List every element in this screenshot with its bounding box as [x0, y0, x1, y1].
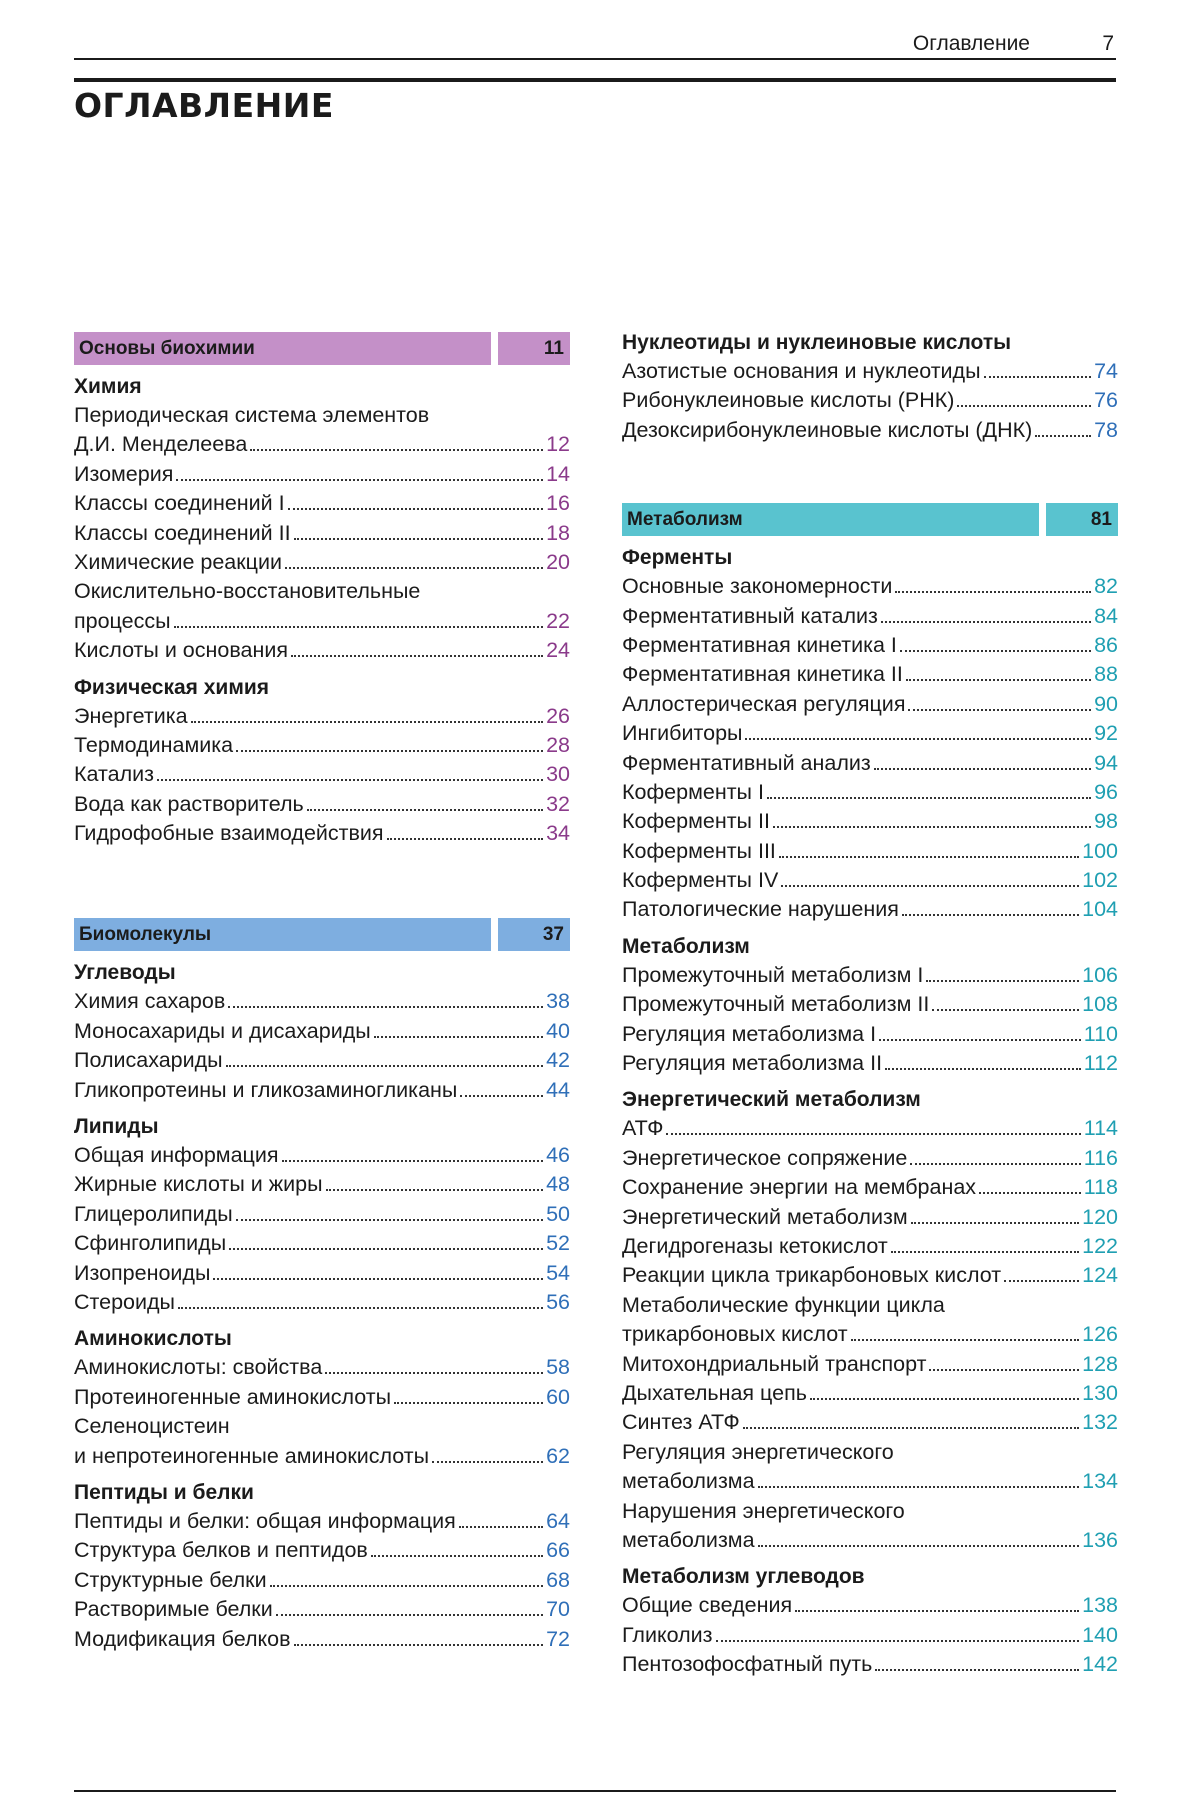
- toc-entry-title: Классы соединений II: [74, 520, 291, 545]
- toc-entry[interactable]: [74, 1566, 570, 1595]
- toc-entry[interactable]: [74, 1536, 570, 1565]
- toc-entry-page: 84: [1094, 603, 1118, 628]
- toc-entry-page: 46: [546, 1143, 570, 1168]
- toc-entry[interactable]: [74, 1229, 570, 1258]
- toc-entry-title: Протеиногенные аминокислоты: [74, 1384, 392, 1409]
- toc-entry-page: 30: [546, 762, 570, 787]
- dot-leader: [891, 1251, 1079, 1253]
- toc-entry-page: 32: [546, 791, 570, 816]
- toc-entry-title: Коферменты IV: [622, 868, 779, 893]
- toc-entry[interactable]: [622, 690, 1118, 719]
- toc-entry[interactable]: [74, 760, 570, 789]
- toc-entry-title-line: Регуляция энергетического: [622, 1439, 894, 1464]
- dot-leader: [795, 1610, 1079, 1612]
- running-head-page-number: 7: [1102, 32, 1114, 55]
- toc-entry-page: 142: [1082, 1652, 1118, 1677]
- toc-entry[interactable]: [622, 1291, 1118, 1350]
- dot-leader: [1035, 435, 1091, 437]
- dot-leader: [895, 591, 1091, 593]
- dot-leader: [874, 768, 1091, 770]
- dot-leader: [228, 1006, 543, 1008]
- toc-entry[interactable]: [622, 1650, 1118, 1679]
- dot-leader: [294, 538, 543, 540]
- dot-leader: [229, 1248, 543, 1250]
- toc-entry-title: метаболизма: [622, 1469, 755, 1494]
- toc-entry-page: 38: [546, 989, 570, 1014]
- running-head: [74, 30, 1116, 60]
- toc-entry[interactable]: [622, 1049, 1118, 1078]
- toc-entry-page: 34: [546, 821, 570, 846]
- toc-entry[interactable]: [74, 577, 570, 636]
- dot-leader: [325, 1372, 543, 1374]
- toc-entry[interactable]: [622, 1379, 1118, 1408]
- toc-entry[interactable]: [622, 631, 1118, 660]
- toc-entry-page: 66: [546, 1538, 570, 1563]
- toc-entry-title: Энергетический метаболизм: [622, 1204, 908, 1229]
- toc-entry-page: 54: [546, 1260, 570, 1285]
- dot-leader: [906, 679, 1091, 681]
- dot-leader: [176, 479, 543, 481]
- toc-entry-title: Гидрофобные взаимодействия: [74, 821, 384, 846]
- toc-entry[interactable]: [622, 416, 1118, 445]
- toc-entry-page: 12: [546, 432, 570, 457]
- toc-entry-page: 16: [546, 491, 570, 516]
- dot-leader: [851, 1339, 1080, 1341]
- dot-leader: [270, 1585, 544, 1587]
- dot-leader: [758, 1545, 1080, 1547]
- toc-entry-page: 28: [546, 732, 570, 757]
- toc-entry-title-line: Нарушения энергетического: [622, 1498, 905, 1523]
- toc-entry-title: Энергетика: [74, 703, 188, 728]
- toc-entry[interactable]: [622, 778, 1118, 807]
- toc-entry-title-line: Селеноцистеин: [74, 1414, 230, 1439]
- toc-entry-title: Ингибиторы: [622, 721, 743, 746]
- page-title: ОГЛАВЛЕНИЕ: [74, 78, 1116, 125]
- toc-entry-page: 56: [546, 1289, 570, 1314]
- dot-leader: [984, 376, 1092, 378]
- dot-leader: [881, 621, 1091, 623]
- toc-entry[interactable]: [622, 1621, 1118, 1650]
- toc-entry-title: Химические реакции: [74, 549, 283, 574]
- toc-entry-page: 126: [1082, 1322, 1118, 1347]
- section-title: Метаболизм: [622, 503, 1039, 536]
- toc-entry-title: Азотистые основания и нуклеотиды: [622, 359, 981, 383]
- toc-entry-title: Изомерия: [74, 461, 174, 486]
- section-page-number: 81: [1046, 503, 1118, 536]
- toc-entry[interactable]: [622, 1497, 1118, 1556]
- section-gap: [622, 445, 1118, 503]
- toc-entry-page: 138: [1082, 1593, 1118, 1618]
- dot-leader: [371, 1555, 543, 1557]
- toc-entry[interactable]: [622, 1232, 1118, 1261]
- toc-entry[interactable]: [74, 1046, 570, 1075]
- toc-entry-page: 122: [1082, 1233, 1118, 1258]
- toc-entry[interactable]: [74, 731, 570, 760]
- toc-entry-page: 94: [1094, 750, 1118, 775]
- dot-leader: [374, 1036, 543, 1038]
- dot-leader: [282, 1160, 544, 1162]
- toc-entry[interactable]: [622, 895, 1118, 924]
- dot-leader: [900, 650, 1091, 652]
- toc-entry[interactable]: [74, 1595, 570, 1624]
- toc-entry-title: Регуляция метаболизма II: [622, 1051, 883, 1076]
- dot-leader: [326, 1189, 544, 1191]
- dot-leader: [174, 626, 544, 628]
- section-page-number: 11: [498, 332, 570, 365]
- dot-leader: [236, 750, 543, 752]
- toc-entry-page: 124: [1082, 1263, 1118, 1288]
- toc-entry-page: 88: [1094, 662, 1118, 687]
- toc-entry[interactable]: [74, 636, 570, 665]
- toc-entry-page: 128: [1082, 1351, 1118, 1376]
- toc-entry-title: трикарбоновых кислот: [622, 1322, 848, 1347]
- toc-entry-page: 22: [546, 608, 570, 633]
- toc-entry[interactable]: [74, 819, 570, 848]
- dot-leader: [879, 1039, 1081, 1041]
- toc-entry-page: 132: [1082, 1410, 1118, 1435]
- toc-entry-page: 116: [1083, 1145, 1118, 1170]
- toc-entry-title: Синтез АТФ: [622, 1410, 740, 1435]
- toc-entry-page: 76: [1094, 388, 1118, 413]
- dot-leader: [1004, 1280, 1079, 1282]
- dot-leader: [932, 1009, 1079, 1011]
- toc-entry-page: 140: [1082, 1622, 1118, 1647]
- subsection-heading: Пептиды и белки: [74, 1480, 254, 1504]
- subsection-heading: Метаболизм углеводов: [622, 1565, 865, 1589]
- dot-leader: [288, 508, 543, 510]
- toc-entry-title: Энергетическое сопряжение: [622, 1145, 908, 1170]
- dot-leader: [276, 1614, 543, 1616]
- running-head-title: Оглавление: [912, 32, 1030, 55]
- toc-entry[interactable]: [74, 1383, 570, 1412]
- dot-leader: [745, 738, 1091, 740]
- toc-entry-last-line: [74, 430, 570, 459]
- toc-entry-title: Стероиды: [74, 1289, 176, 1314]
- toc-entry[interactable]: [622, 1020, 1118, 1049]
- subsection-heading: Нуклеотиды и нуклеиновые кислоты: [622, 331, 1012, 354]
- toc-entry-page: 14: [546, 461, 570, 486]
- toc-entry-page: 92: [1094, 721, 1118, 746]
- toc-entry-title: Ферментативная кинетика II: [622, 662, 903, 687]
- toc-entry-title: Промежуточный метаболизм I: [622, 962, 924, 987]
- toc-entry-title: Катализ: [74, 762, 154, 787]
- toc-entry[interactable]: [74, 1200, 570, 1229]
- toc-entry-page: 74: [1094, 359, 1118, 383]
- toc-entry[interactable]: [622, 1173, 1118, 1202]
- subsection-heading: Ферменты: [622, 546, 733, 570]
- toc-entry-page: 48: [546, 1172, 570, 1197]
- dot-leader: [460, 1095, 543, 1097]
- dot-leader: [926, 980, 1079, 982]
- toc-entry-title: Дыхательная цепь: [622, 1380, 807, 1405]
- toc-entry-title: АТФ: [622, 1116, 664, 1141]
- toc-entry[interactable]: [622, 719, 1118, 748]
- toc-entry-title: Аминокислоты: свойства: [74, 1355, 323, 1380]
- toc-entry-title: Ферментативный катализ: [622, 603, 878, 628]
- toc-entry-title: Основные закономерности: [622, 574, 893, 599]
- toc-entry-page: 134: [1082, 1469, 1118, 1494]
- toc-right-column: [622, 328, 1118, 1679]
- dot-leader: [716, 1640, 1080, 1642]
- toc-entry-page: 130: [1082, 1380, 1118, 1405]
- dot-leader: [743, 1427, 1079, 1429]
- toc-entry-title: Д.И. Менделеева: [74, 432, 248, 457]
- toc-entry[interactable]: [622, 866, 1118, 895]
- section-gap: [74, 848, 570, 918]
- toc-entry[interactable]: [622, 357, 1118, 386]
- dot-leader: [226, 1065, 543, 1067]
- toc-entry-page: 108: [1082, 992, 1118, 1017]
- dot-leader: [773, 826, 1091, 828]
- dot-leader: [459, 1526, 543, 1528]
- toc-entry-page: 112: [1083, 1051, 1118, 1076]
- toc-entry[interactable]: [74, 1017, 570, 1046]
- dot-leader: [929, 1369, 1079, 1371]
- toc-entry[interactable]: [622, 807, 1118, 836]
- subsection-heading: Аминокислоты: [74, 1327, 232, 1351]
- toc-entry-page: 40: [546, 1018, 570, 1043]
- toc-entry-title: Дегидрогеназы кетокислот: [622, 1233, 888, 1258]
- toc-entry-page: 106: [1082, 962, 1118, 987]
- dot-leader: [213, 1278, 543, 1280]
- subsection-heading: Энергетический метаболизм: [622, 1088, 921, 1112]
- toc-entry-title: Рибонуклеиновые кислоты (РНК): [622, 388, 955, 413]
- toc-entry-page: 26: [546, 703, 570, 728]
- dot-leader: [911, 1222, 1080, 1224]
- toc-entry-page: 102: [1082, 868, 1118, 893]
- toc-entry-title: Дезоксирибонуклеиновые кислоты (ДНК): [622, 417, 1033, 442]
- toc-entry-page: 136: [1082, 1527, 1118, 1552]
- toc-entry-page: 104: [1082, 897, 1118, 922]
- toc-entry[interactable]: [74, 1288, 570, 1317]
- toc-entry-title: метаболизма: [622, 1527, 755, 1552]
- toc-entry[interactable]: [622, 749, 1118, 778]
- toc-entry-page: 78: [1094, 417, 1118, 442]
- dot-leader: [957, 405, 1091, 407]
- dot-leader: [294, 1644, 544, 1646]
- dot-leader: [666, 1133, 1080, 1135]
- dot-leader: [157, 779, 543, 781]
- dot-leader: [810, 1398, 1079, 1400]
- section-bar[interactable]: [74, 332, 570, 365]
- dot-leader: [979, 1192, 1081, 1194]
- dot-leader: [781, 885, 1079, 887]
- toc-entry-last-line: [74, 607, 570, 636]
- toc-entry-title: Изопреноиды: [74, 1260, 211, 1285]
- toc-entry-title: Классы соединений I: [74, 491, 285, 516]
- toc-entry-title: Общие сведения: [622, 1593, 793, 1618]
- toc-left-column: [74, 332, 570, 1654]
- toc-entry[interactable]: [622, 572, 1118, 601]
- toc-entry-title: Химия сахаров: [74, 989, 226, 1014]
- toc-entry-page: 86: [1094, 632, 1118, 657]
- toc-entry[interactable]: [74, 401, 570, 460]
- subsection-heading: Физическая химия: [74, 675, 270, 699]
- toc-entry[interactable]: [622, 990, 1118, 1019]
- toc-entry[interactable]: [622, 602, 1118, 631]
- toc-entry-title: Полисахариды: [74, 1048, 223, 1073]
- toc-entry-title: Митохондриальный транспорт: [622, 1351, 927, 1376]
- toc-entry[interactable]: [622, 1261, 1118, 1290]
- toc-entry-page: 98: [1094, 809, 1118, 834]
- toc-entry-last-line: [622, 1526, 1118, 1555]
- toc-entry-page: 68: [546, 1567, 570, 1592]
- toc-entry-page: 100: [1082, 838, 1118, 863]
- toc-entry-title: Вода как растворитель: [74, 791, 304, 816]
- toc-entry[interactable]: [74, 1412, 570, 1471]
- dot-leader: [779, 856, 1079, 858]
- toc-entry-page: 64: [546, 1508, 570, 1533]
- toc-entry-page: 60: [546, 1384, 570, 1409]
- subsection-heading: Липиды: [74, 1115, 159, 1139]
- toc-entry[interactable]: [74, 1141, 570, 1170]
- toc-entry[interactable]: [622, 961, 1118, 990]
- toc-entry-page: 62: [546, 1443, 570, 1468]
- toc-entry[interactable]: [74, 1259, 570, 1288]
- toc-entry-title: Сохранение энергии на мембранах: [622, 1175, 977, 1200]
- toc-entry-title: Модификация белков: [74, 1626, 291, 1651]
- dot-leader: [236, 1219, 543, 1221]
- section-page-number: 37: [498, 918, 570, 951]
- toc-entry-title: Общая информация: [74, 1143, 279, 1168]
- section-title: Биомолекулы: [74, 918, 491, 951]
- toc-entry[interactable]: [622, 1144, 1118, 1173]
- dot-leader: [432, 1461, 543, 1463]
- toc-entry-title: Ферментативный анализ: [622, 750, 871, 775]
- toc-entry-title: Ферментативная кинетика I: [622, 632, 897, 657]
- toc-entry[interactable]: [74, 1170, 570, 1199]
- toc-entry[interactable]: [622, 837, 1118, 866]
- toc-entry-title: Структура белков и пептидов: [74, 1538, 368, 1563]
- toc-entry-title: и непротеиногенные аминокислоты: [74, 1443, 430, 1468]
- toc-entry-page: 70: [546, 1597, 570, 1622]
- dot-leader: [758, 1486, 1080, 1488]
- dot-leader: [387, 838, 544, 840]
- toc-entry-last-line: [74, 1442, 570, 1471]
- toc-entry-title: Патологические нарушения: [622, 897, 899, 922]
- toc-entry-page: 110: [1083, 1021, 1118, 1046]
- toc-entry-page: 82: [1094, 574, 1118, 599]
- toc-entry[interactable]: [74, 519, 570, 548]
- toc-entry-title: Структурные белки: [74, 1567, 267, 1592]
- toc-entry-page: 24: [546, 638, 570, 663]
- toc-entry[interactable]: [622, 1591, 1118, 1620]
- toc-entry-title-line: Метаболические функции цикла: [622, 1292, 945, 1317]
- subsection-heading: Углеводы: [74, 961, 176, 985]
- toc-entry-title: Аллостерическая регуляция: [622, 691, 906, 716]
- toc-entry-title: Глицеролипиды: [74, 1201, 233, 1226]
- toc-entry-title: Сфинголипиды: [74, 1231, 227, 1256]
- toc-entry[interactable]: [74, 790, 570, 819]
- toc-entry-title: Коферменты III: [622, 838, 776, 863]
- dot-leader: [191, 721, 544, 723]
- toc-entry-title: Растворимые белки: [74, 1597, 273, 1622]
- dot-leader: [307, 809, 543, 811]
- toc-entry-title: Моносахариды и дисахариды: [74, 1018, 371, 1043]
- toc-entry-page: 58: [546, 1355, 570, 1380]
- toc-entry[interactable]: [622, 386, 1118, 415]
- toc-entry[interactable]: [74, 1353, 570, 1382]
- toc-entry[interactable]: [622, 660, 1118, 689]
- toc-entry-page: 114: [1083, 1116, 1118, 1141]
- dot-leader: [178, 1307, 543, 1309]
- toc-entry-page: 120: [1082, 1204, 1118, 1229]
- toc-entry-page: 20: [546, 549, 570, 574]
- toc-entry-last-line: [622, 1320, 1118, 1349]
- dot-leader: [394, 1402, 543, 1404]
- section-bar[interactable]: [74, 918, 570, 951]
- toc-entry[interactable]: [622, 1350, 1118, 1379]
- toc-entry-page: 42: [546, 1048, 570, 1073]
- toc-entry-page: 18: [546, 520, 570, 545]
- dot-leader: [908, 709, 1091, 711]
- toc-entry-title: Кислоты и основания: [74, 638, 289, 663]
- toc-entry[interactable]: [622, 1114, 1118, 1143]
- footer-rule: [74, 1790, 1116, 1792]
- toc-entry-title: Термодинамика: [74, 732, 234, 757]
- toc-entry-title: Пептиды и белки: общая информация: [74, 1508, 456, 1533]
- toc-entry-last-line: [622, 1467, 1118, 1496]
- toc-entry-page: 50: [546, 1201, 570, 1226]
- toc-entry[interactable]: [74, 987, 570, 1016]
- toc-entry-page: 96: [1094, 779, 1118, 804]
- toc-entry[interactable]: [74, 489, 570, 518]
- toc-entry-title-line: Периодическая система элементов: [74, 403, 430, 427]
- toc-entry[interactable]: [622, 1203, 1118, 1232]
- dot-leader: [910, 1163, 1080, 1165]
- toc-entry[interactable]: [74, 548, 570, 577]
- dot-leader: [875, 1669, 1079, 1671]
- toc-entry-title: Реакции цикла трикарбоновых кислот: [622, 1263, 1002, 1288]
- toc-entry[interactable]: [74, 460, 570, 489]
- toc-entry[interactable]: [74, 1625, 570, 1654]
- toc-entry-title: Гликопротеины и гликозаминогликаны: [74, 1077, 458, 1102]
- dot-leader: [285, 567, 543, 569]
- toc-entry-title: Гликолиз: [622, 1622, 713, 1647]
- toc-entry-page: 118: [1083, 1175, 1118, 1200]
- toc-entry[interactable]: [74, 1507, 570, 1536]
- subsection-heading: Метаболизм: [622, 934, 750, 958]
- toc-entry-title: Коферменты II: [622, 809, 770, 834]
- toc-entry-title-line: Окислительно-восстановительные: [74, 579, 421, 604]
- dot-leader: [902, 914, 1079, 916]
- section-title: Основы биохимии: [74, 332, 491, 365]
- subsection-heading: Химия: [74, 375, 142, 398]
- toc-entry[interactable]: [622, 1438, 1118, 1497]
- toc-entry-page: 90: [1094, 691, 1118, 716]
- toc-entry[interactable]: [622, 1408, 1118, 1437]
- toc-entry[interactable]: [74, 702, 570, 731]
- toc-entry-title: Коферменты I: [622, 779, 764, 804]
- dot-leader: [767, 797, 1091, 799]
- toc-entry-page: 72: [546, 1626, 570, 1651]
- toc-entry-page: 52: [546, 1231, 570, 1256]
- toc-entry-title: процессы: [74, 608, 171, 633]
- toc-entry-title: Пентозофосфатный путь: [622, 1652, 873, 1677]
- toc-entry-title: Жирные кислоты и жиры: [74, 1172, 323, 1197]
- dot-leader: [250, 449, 543, 451]
- dot-leader: [291, 655, 543, 657]
- dot-leader: [885, 1068, 1081, 1070]
- toc-entry-title: Промежуточный метаболизм II: [622, 992, 930, 1017]
- toc-entry-title: Регуляция метаболизма I: [622, 1021, 877, 1046]
- toc-entry[interactable]: [74, 1076, 570, 1105]
- section-bar[interactable]: [622, 503, 1118, 536]
- toc-entry-page: 44: [546, 1077, 570, 1102]
